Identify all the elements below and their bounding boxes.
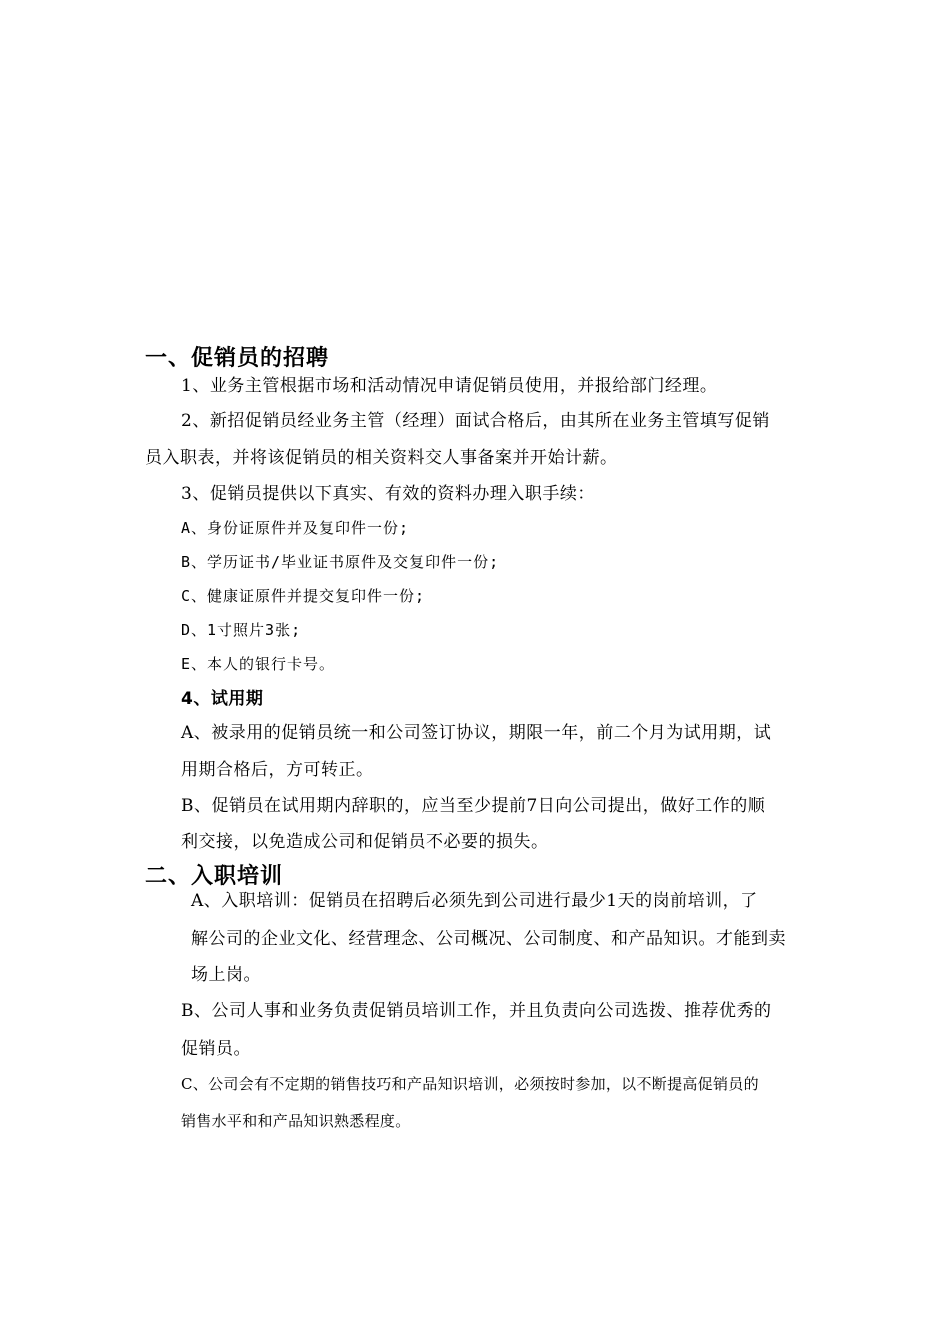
list-item-diploma: B、学历证书/毕业证书原件及交复印件一份;	[181, 553, 500, 571]
probation-a-line-1: A、被录用的促销员统一和公司签订协议，期限一年，前二个月为试用期，试	[181, 723, 772, 743]
training-b-line-1: B、公司人事和业务负责促销员培训工作，并且负责向公司选拨、推荐优秀的	[181, 1001, 772, 1021]
list-item-photos: D、1寸照片3张;	[181, 621, 302, 639]
subheading-probation: 4、试用期	[181, 689, 264, 709]
list-item-id-card: A、身份证原件并及复印件一份;	[181, 519, 410, 537]
training-b-line-2: 促销员。	[181, 1039, 251, 1059]
training-c-line-2: 销售水平和和产品知识熟悉程度。	[181, 1112, 411, 1130]
training-a-line-2: 解公司的企业文化、经营理念、公司概况、公司制度、和产品知识。才能到卖	[191, 929, 786, 949]
section-heading-training: 二、入职培训	[145, 864, 284, 889]
training-a-line-3: 场上岗。	[191, 965, 261, 985]
training-c-line-1: C、公司会有不定期的销售技巧和产品知识培训，必须按时参加，以不断提高促销员的	[181, 1075, 759, 1093]
paragraph-2-line-1: 2、新招促销员经业务主管（经理）面试合格后，由其所在业务主管填写促销	[181, 411, 770, 431]
paragraph-3: 3、促销员提供以下真实、有效的资料办理入职手续：	[181, 484, 595, 504]
list-item-health-cert: C、健康证原件并提交复印件一份;	[181, 587, 426, 605]
probation-b-line-2: 利交接，以免造成公司和促销员不必要的损失。	[181, 832, 549, 852]
list-item-bank-card: E、本人的银行卡号。	[181, 655, 336, 673]
probation-a-line-2: 用期合格后，方可转正。	[181, 760, 374, 780]
section-heading-recruitment: 一、促销员的招聘	[145, 346, 330, 371]
training-a-line-1: A、入职培训：促销员在招聘后必须先到公司进行最少1天的岗前培训，了	[191, 891, 758, 911]
paragraph-1: 1、业务主管根据市场和活动情况申请促销员使用，并报给部门经理。	[181, 376, 718, 396]
probation-b-line-1: B、促销员在试用期内辞职的，应当至少提前7日向公司提出，做好工作的顺	[181, 796, 766, 816]
paragraph-2-line-2: 员入职表，并将该促销员的相关资料交人事备案并开始计薪。	[145, 448, 618, 468]
